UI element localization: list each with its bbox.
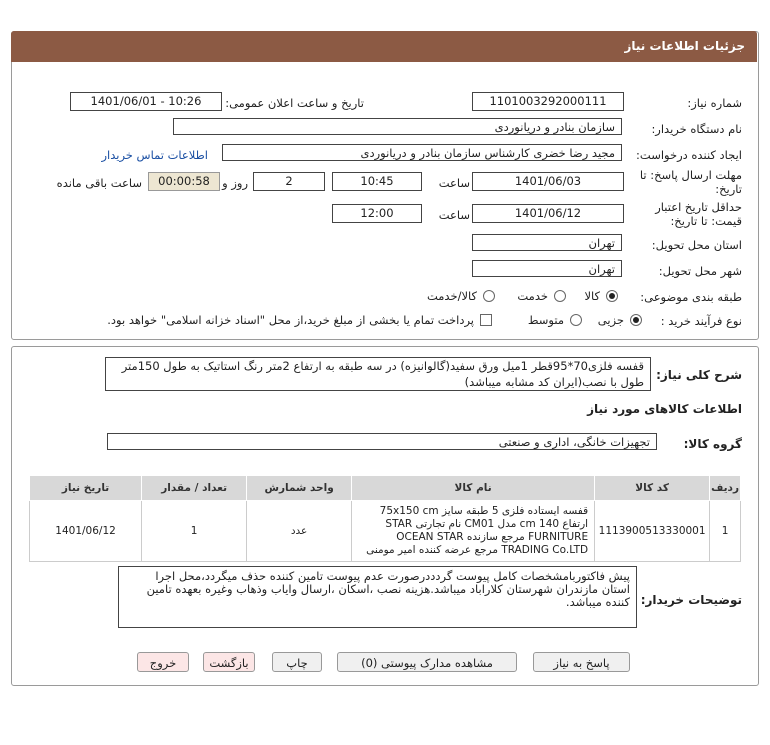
cell-unit: عدد	[247, 501, 352, 562]
goods-group-field: تجهیزات خانگی، اداری و صنعتی	[107, 433, 657, 450]
deadline-date-field: 1401/06/03	[472, 172, 624, 191]
deadline-time-label: ساعت	[438, 176, 470, 190]
validity-label-2: قیمت: تا تاریخ:	[670, 214, 742, 228]
remaining-time-field: 00:00:58	[148, 172, 220, 191]
category-option-goods: کالا	[584, 289, 600, 303]
need-summary-label: شرح کلی نیاز:	[656, 368, 742, 382]
cell-qty: 1	[142, 501, 247, 562]
purchase-radio-minor[interactable]	[630, 314, 642, 326]
reply-button[interactable]: پاسخ به نیاز	[533, 652, 630, 672]
days-label: روز و	[222, 176, 248, 190]
goods-group-label: گروه کالا:	[683, 437, 742, 451]
purchase-type-label: نوع فرآیند خرید :	[660, 314, 742, 328]
view-attachments-button[interactable]: مشاهده مدارک پیوستی (0)	[337, 652, 517, 672]
exit-button[interactable]: خروج	[137, 652, 189, 672]
validity-time-label: ساعت	[438, 208, 470, 222]
need-number-field: 1101003292000111	[472, 92, 624, 111]
requester-label: ایجاد کننده درخواست:	[636, 148, 742, 162]
requester-field: مجید رضا خضری کارشناس سازمان بنادر و دریانوردی	[222, 144, 622, 161]
items-table	[29, 475, 741, 562]
buyer-org-field: سازمان بنادر و دریانوردی	[173, 118, 622, 135]
category-label: طبقه بندی موضوعی:	[640, 290, 742, 304]
print-button[interactable]: چاپ	[272, 652, 322, 672]
buyer-notes-field: پیش فاکتوربامشخصات کامل پیوست گردددرصورت عدم پیوست تامین کننده حذف میگردد،محل اجرا استان مازندران شهرستان کلاراباد میباشد.هزینه نصب ،اسکان ،ارسال وایاب وذهاب وغیره بعهده تامین کننده میباشد.	[118, 566, 637, 628]
purchase-radio-medium[interactable]	[570, 314, 582, 326]
validity-time-field: 12:00	[332, 204, 422, 223]
cell-date: 1401/06/12	[30, 501, 142, 562]
payment-note: پرداخت تمام یا بخشی از مبلغ خرید،از محل "اسناد خزانه اسلامی" خواهد بود.	[107, 313, 474, 327]
purchase-option-minor: جزیی	[597, 313, 624, 327]
col-qty: تعداد / مقدار	[142, 476, 247, 501]
col-unit: واحد شمارش	[247, 476, 352, 501]
buyer-notes-label: توضیحات خریدار:	[640, 593, 742, 607]
province-field: تهران	[472, 234, 622, 251]
col-name: نام کالا	[352, 476, 595, 501]
announce-field: 1401/06/01 - 10:26	[70, 92, 222, 111]
days-field: 2	[253, 172, 325, 191]
contact-buyer-link[interactable]: اطلاعات تماس خریدار	[101, 148, 208, 162]
need-summary-field: قفسه فلزی70*95قطر 1میل ورق سفید(گالوانیزه) در سه طبقه به ارتفاع 2متر رنگ استاتیک به طول 150متر طول با نصب(ایران کد مشابه میباشد)	[105, 357, 651, 391]
category-option-service: خدمت	[517, 289, 548, 303]
category-option-both: کالا/خدمت	[426, 289, 477, 303]
col-code: کد کالا	[595, 476, 710, 501]
validity-label: حداقل تاریخ اعتبار	[655, 200, 742, 214]
buyer-org-label: نام دستگاه خریدار:	[651, 122, 742, 136]
page-header	[11, 31, 757, 62]
category-radio-service[interactable]	[554, 290, 566, 302]
category-radio-both[interactable]	[483, 290, 495, 302]
purchase-option-medium: متوسط	[527, 313, 564, 327]
deadline-label-2: تاریخ:	[715, 182, 742, 196]
province-label: استان محل تحویل:	[651, 238, 742, 252]
need-number-label: شماره نیاز:	[687, 96, 742, 110]
announce-label: تاریخ و ساعت اعلان عمومی:	[225, 96, 364, 110]
cell-code: 1113900513330001	[595, 501, 710, 562]
category-radio-goods[interactable]	[606, 290, 618, 302]
page-title: جزئیات اطلاعات نیاز	[624, 39, 745, 53]
col-date: تاریخ نیاز	[30, 476, 142, 501]
table-row	[30, 501, 741, 562]
cell-name: قفسه ایستاده فلزی 5 طبقه سایز 75x150 cm ارتفاع 140 cm مدل CM01 نام تجارتی STAR FURNITURE مرجع سازنده OCEAN STAR TRADING Co.LTD مرجع عرضه کننده امیر مومنی	[352, 501, 595, 562]
cell-row: 1	[710, 501, 741, 562]
city-label: شهر محل تحویل:	[658, 264, 742, 278]
back-button[interactable]: بازگشت	[203, 652, 255, 672]
remaining-label: ساعت باقی مانده	[56, 176, 142, 190]
col-row: ردیف	[710, 476, 741, 501]
deadline-label: مهلت ارسال پاسخ: تا	[639, 168, 742, 182]
deadline-time-field: 10:45	[332, 172, 422, 191]
goods-info-title: اطلاعات کالاهای مورد نیاز	[587, 402, 742, 416]
treasury-checkbox[interactable]	[480, 314, 492, 326]
city-field: تهران	[472, 260, 622, 277]
validity-date-field: 1401/06/12	[472, 204, 624, 223]
